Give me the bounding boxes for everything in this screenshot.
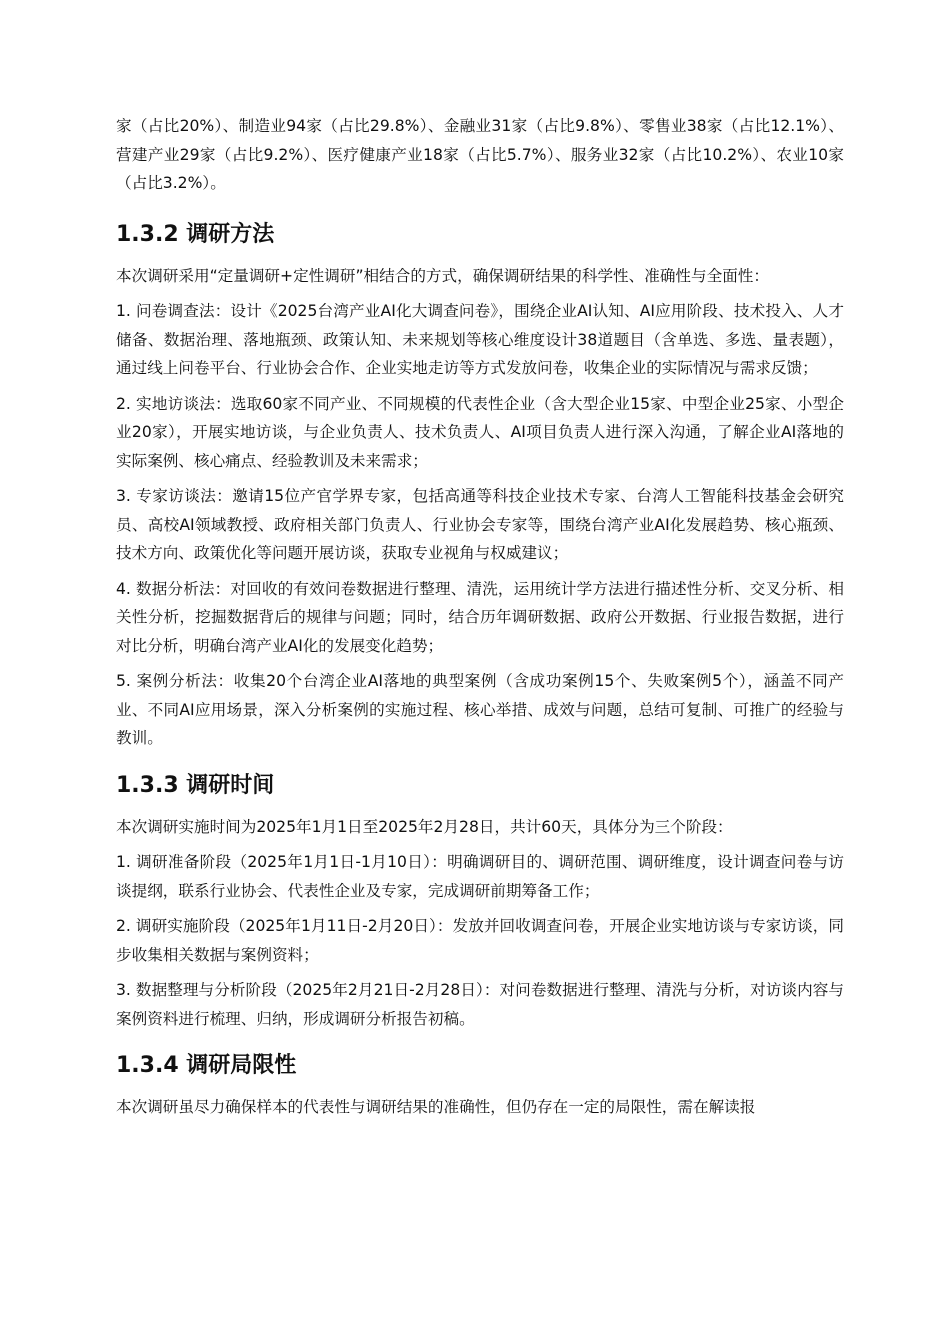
timeline-item: 3. 数据整理与分析阶段（2025年2月21日-2月28日）：对问卷数据进行整理、清洗与分析，对访谈内容与案例资料进行梳理、归纳，形成调研分析报告初稿。 — [116, 981, 844, 1028]
intro-paragraph: 家（占比20%）、制造业94家（占比29.8%）、金融业31家（占比9.8%）、零售业38家（占比12.1%）、营建产业29家（占比9.2%）、医疗健康产业18家（占比5.7%）、服务业32家（占比10.2%）、农业10家（占比3.2%）。 — [116, 117, 844, 192]
section-heading-limitations: 1.3.4 调研局限性 — [116, 1053, 297, 1078]
timeline-item: 1. 调研准备阶段（2025年1月1日-1月10日）：明确调研目的、调研范围、调研维度，设计调查问卷与访谈提纲，联系行业协会、代表性企业及专家，完成调研前期筹备工作； — [116, 853, 844, 900]
methods-item: 5. 案例分析法：收集20个台湾企业AI落地的典型案例（含成功案例15个、失败案例5个），涵盖不同产业、不同AI应用场景，深入分析案例的实施过程、核心举措、成效与问题，总结可复制、可推广的经验与教训。 — [116, 672, 844, 747]
section-heading-timeline: 1.3.3 调研时间 — [116, 772, 275, 798]
methods-item: 2. 实地访谈法：选取60家不同产业、不同规模的代表性企业（含大型企业15家、中型企业25家、小型企业20家），开展实地访谈，与企业负责人、技术负责人、AI项目负责人进行深入沟通，了解企业AI落地的实际案例、核心痛点、经验教训及未来需求； — [116, 394, 844, 470]
timeline-lead: 本次调研实施时间为2025年1月1日至2025年2月28日，共计60天，具体分为三个阶段： — [116, 817, 733, 836]
methods-item: 4. 数据分析法：对回收的有效问卷数据进行整理、清洗，运用统计学方法进行描述性分析、交叉分析、相关性分析，挖掘数据背后的规律与问题；同时，结合历年调研数据、政府公开数据、行业报告数据，进行对比分析，明确台湾产业AI化的发展变化趋势； — [116, 579, 844, 655]
section-heading-methods: 1.3.2 调研方法 — [116, 221, 275, 247]
methods-lead: 本次调研采用“定量调研+定性调研”相结合的方式，确保调研结果的科学性、准确性与全面性： — [116, 266, 769, 285]
document-body — [116, 112, 844, 1122]
methods-item: 1. 问卷调查法：设计《2025台湾产业AI化大调查问卷》，围绕企业AI认知、AI应用阶段、技术投入、人才储备、数据治理、落地瓶颈、政策认知、未来规划等核心维度设计38道题目（含单选、多选、量表题），通过线上问卷平台、行业协会合作、企业实地走访等方式发放问卷，收集企业的实际情况与需求反馈； — [116, 302, 844, 377]
limitations-lead: 本次调研虽尽力确保样本的代表性与调研结果的准确性，但仍存在一定的局限性，需在解读报 — [116, 1098, 756, 1116]
methods-item: 3. 专家访谈法：邀请15位产官学界专家，包括高通等科技企业技术专家、台湾人工智能科技基金会研究员、高校AI领域教授、政府相关部门负责人、行业协会专家等，围绕台湾产业AI化发展趋势、核心瓶颈、技术方向、政策优化等问题开展访谈，获取专业视角与权威建议； — [116, 487, 844, 562]
timeline-item: 2. 调研实施阶段（2025年1月11日-2月20日）：发放并回收调查问卷，开展企业实地访谈与专家访谈，同步收集相关数据与案例资料； — [116, 917, 844, 964]
